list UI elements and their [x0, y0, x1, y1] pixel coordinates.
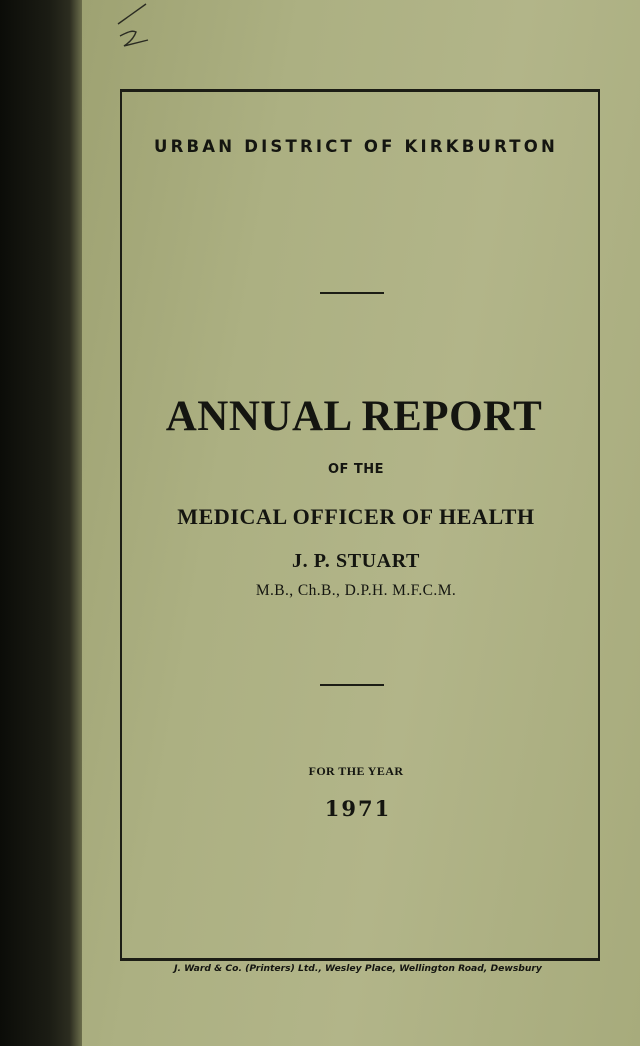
author-qualifications: M.B., Ch.B., D.P.H. M.F.C.M. [255, 582, 457, 599]
district-heading: URBAN DISTRICT OF KIRKBURTON [153, 137, 559, 156]
of-the-text: OF THE [327, 462, 385, 477]
for-the-year-text: FOR THE YEAR [308, 764, 404, 778]
report-title: ANNUAL REPORT [165, 393, 543, 440]
author-name: J. P. STUART [291, 550, 420, 572]
divider-rule-bottom [320, 684, 384, 686]
report-year: 1971 [324, 796, 392, 821]
divider-rule-top [320, 292, 384, 294]
printer-imprint: J. Ward & Co. (Printers) Ltd., Wesley Place, Wellington Road, Dewsbury [174, 963, 542, 974]
handwritten-catalogue-mark [108, 2, 158, 52]
office-title: MEDICAL OFFICER OF HEALTH [177, 504, 535, 529]
